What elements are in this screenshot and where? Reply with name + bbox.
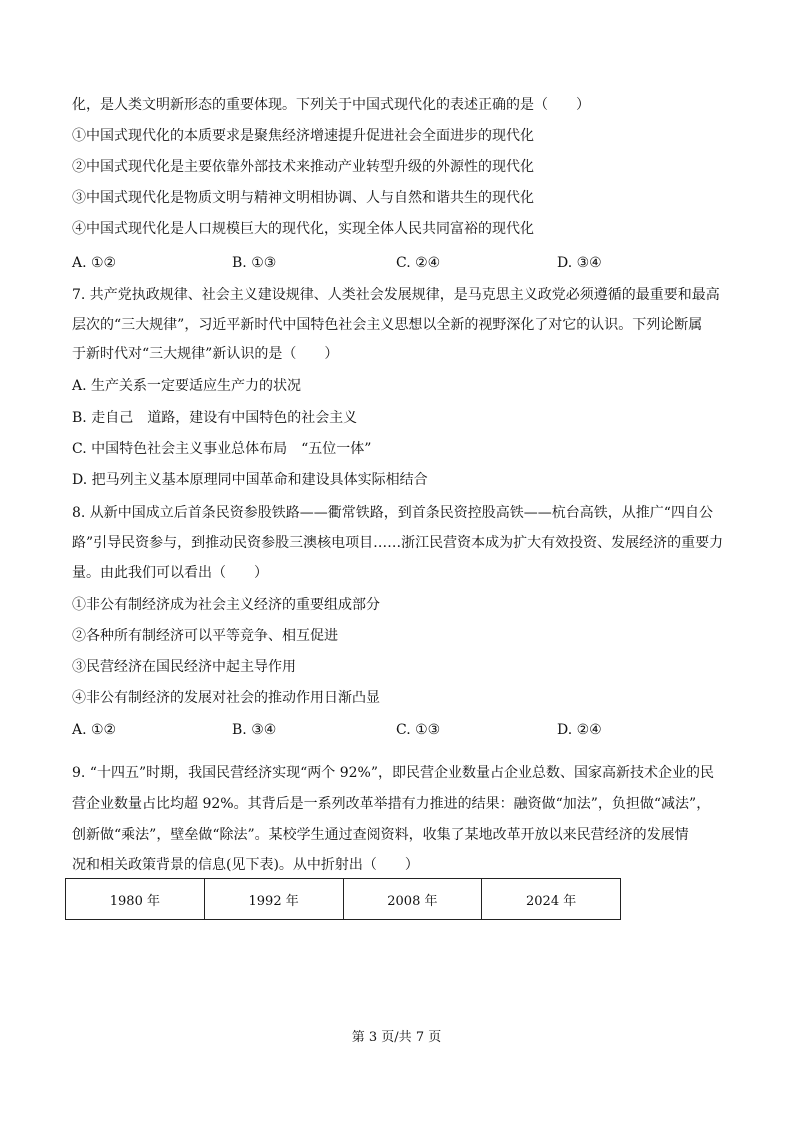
q6-option-a: A. ①② — [72, 255, 117, 271]
table-row — [66, 879, 621, 920]
q8-option-a: A. ①② — [72, 722, 117, 738]
q9-stem-line-1: 9. “十四五”时期，我国民营经济实现“两个 92%”，即民营企业数量占企业总数、国家高新技术企业的民 — [72, 765, 715, 781]
q7-option-a: A. 生产关系一定要适应生产力的状况 — [72, 378, 302, 394]
q7-option-c: C. 中国特色社会主义事业总体布局 “五位一体” — [72, 441, 372, 457]
q9-stem-line-4: 况和相关政策背景的信息(见下表)。从中折射出（ ） — [72, 857, 419, 873]
q6-option-b: B. ①③ — [232, 255, 277, 271]
q8-option-d: D. ②④ — [557, 722, 602, 738]
q8-option-c: C. ①③ — [396, 722, 441, 738]
q9-data-table — [65, 878, 621, 920]
q7-stem-line-1: 7. 共产党执政规律、社会主义建设规律、人类社会发展规律，是马克思主义政党必须遵循的最重要和最高 — [72, 287, 720, 303]
page-footer: 第 3 页/共 7 页 — [351, 1030, 442, 1045]
q7-option-d: D. 把马列主义基本原理同中国革命和建设具体实际相结合 — [72, 472, 428, 488]
q6-statement-1: ①中国式现代化的本质要求是聚焦经济增速提升促进社会全面进步的现代化 — [72, 128, 534, 144]
q9-stem-line-3: 创新做“乘法”，壁垒做“除法”。某校学生通过查阅资料，收集了某地改革开放以来民营经济的发展情 — [72, 827, 689, 843]
q8-statement-1: ①非公有制经济成为社会主义经济的重要组成部分 — [72, 597, 380, 613]
q6-stem: 化，是人类文明新形态的重要体现。下列关于中国式现代化的表述正确的是（ ） — [72, 97, 590, 113]
table-header-cell: 2024 年 — [482, 879, 621, 920]
q8-statement-2: ②各种所有制经济可以平等竞争、相互促进 — [72, 628, 338, 644]
q6-statement-3: ③中国式现代化是物质文明与精神文明相协调、人与自然和谐共生的现代化 — [72, 190, 534, 206]
q7-stem-line-3: 于新时代对“三大规律”新认识的是（ ） — [72, 346, 339, 362]
q8-stem-line-3: 量。由此我们可以看出（ ） — [72, 565, 268, 581]
q6-option-d: D. ③④ — [557, 255, 602, 271]
q7-stem-line-2: 层次的“三大规律”，习近平新时代中国特色社会主义思想以全新的视野深化了对它的认识。下列论断属 — [72, 317, 703, 333]
q9-stem-line-2: 营企业数量占比均超 92%。其背后是一系列改革举措有力推进的结果：融资做“加法”，负担做“减法”， — [72, 796, 711, 812]
q8-option-b: B. ③④ — [232, 722, 277, 738]
q8-stem-line-2: 路”引导民资参与，到推动民资参股三澳核电项目……浙江民营资本成为扩大有效投资、发展经济的重要力 — [72, 535, 724, 551]
q6-option-c: C. ②④ — [396, 255, 441, 271]
table-header-cell: 1980 年 — [66, 879, 205, 920]
table-header-cell: 2008 年 — [343, 879, 482, 920]
q8-statement-4: ④非公有制经济的发展对社会的推动作用日渐凸显 — [72, 690, 380, 706]
q8-statement-3: ③民营经济在国民经济中起主导作用 — [72, 659, 296, 675]
q6-statement-2: ②中国式现代化是主要依靠外部技术来推动产业转型升级的外源性的现代化 — [72, 159, 534, 175]
table-header-cell: 1992 年 — [204, 879, 343, 920]
q6-statement-4: ④中国式现代化是人口规模巨大的现代化，实现全体人民共同富裕的现代化 — [72, 221, 534, 237]
q8-stem-line-1: 8. 从新中国成立后首条民资参股铁路——衢常铁路，到首条民资控股高铁——杭台高铁，从推广“四自公 — [72, 505, 713, 521]
q7-option-b: B. 走自己 道路，建设有中国特色的社会主义 — [72, 410, 358, 426]
